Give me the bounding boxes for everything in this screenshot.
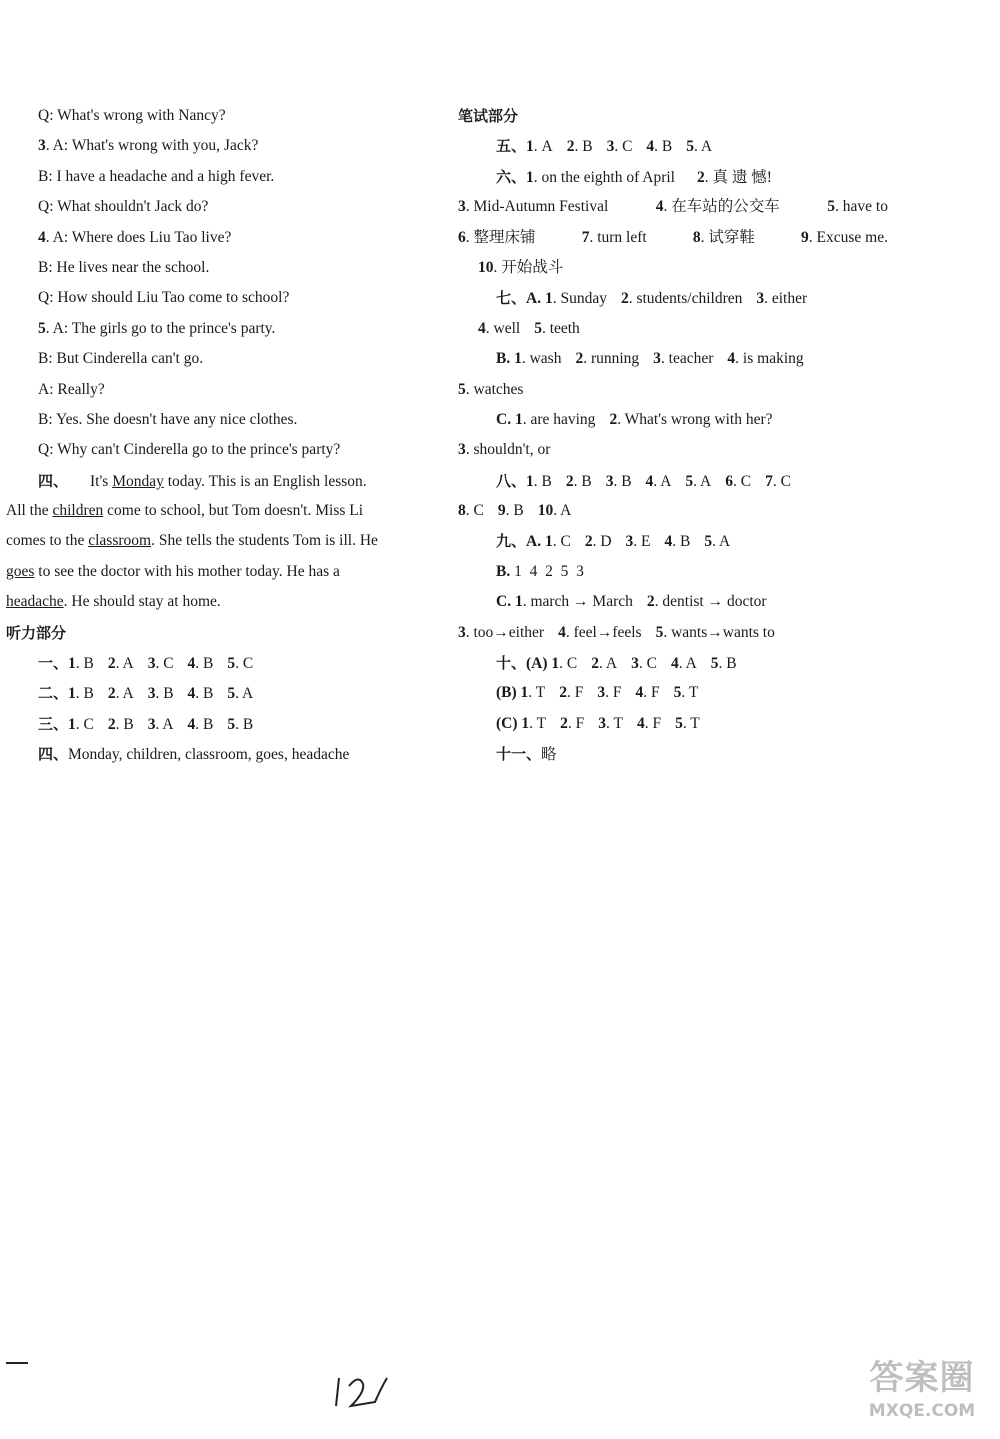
item-number: 5: [675, 714, 683, 732]
item-number: 1: [514, 593, 523, 611]
question-line: Q: What shouldn't Jack do?: [38, 198, 209, 216]
item-number: 5: [710, 655, 719, 673]
handwritten-12-icon: [333, 1372, 393, 1412]
item-number: 1: [544, 290, 553, 308]
item-answer: . is making: [735, 350, 804, 368]
passage-line: goes to see the doctor with his mother today. He has a: [6, 562, 340, 580]
item-answer: . A: [678, 655, 697, 673]
item-answer: . B: [573, 472, 592, 490]
item-answer: . A: [115, 655, 134, 673]
item-answer: . B: [654, 138, 673, 156]
dialogue-line: A: Really?: [38, 380, 105, 398]
answer-row: B. 1. wash 2. running 3. teacher 4. is making: [496, 350, 804, 368]
item-number: 3: [458, 623, 466, 641]
answer-row: 二、1. B 2. A 3. B 4. B 5. A: [38, 684, 254, 703]
item-answer: . B: [533, 472, 552, 490]
item-number: 4: [727, 350, 736, 368]
answer-row: 十、(A) 1. C 2. A 3. C 4. A 5. B: [496, 654, 737, 673]
item-number: 3: [606, 138, 615, 156]
item-number: 10: [537, 502, 554, 520]
answer-row: [458, 435, 888, 465]
item-number: 2: [646, 593, 655, 611]
item-answer: . B: [195, 715, 214, 733]
item-answer: . D: [592, 533, 612, 551]
item-number: 2: [107, 685, 116, 703]
item-answer: . B: [115, 715, 134, 733]
answer-row: B. 1 4 2 5 3: [496, 562, 584, 580]
item-number: 4: [664, 533, 673, 551]
item-answer: . B: [718, 655, 737, 673]
item-number: 5: [673, 684, 682, 702]
item-answer: . T: [528, 684, 546, 702]
filled-blank: children: [52, 502, 104, 520]
item-number: 3: [147, 685, 156, 703]
item-number: 4: [187, 655, 196, 673]
item-number: 2: [565, 472, 574, 490]
item-number: 9: [497, 502, 506, 520]
answer-row: 四、Monday, children, classroom, goes, headache: [38, 745, 350, 764]
item-answer: . B: [195, 685, 214, 703]
item-answer: . F: [567, 684, 584, 702]
dialogue-line: B: He lives near the school.: [38, 258, 210, 276]
filled-blank: goes: [6, 562, 35, 580]
answer-row: C. 1. march → March 2. dentist → doctor: [496, 593, 767, 611]
item-number: 5: [655, 623, 664, 641]
item-answer: . A: [155, 715, 174, 733]
answer-row: 10. 开始战斗: [478, 258, 564, 276]
item-number: 1: [520, 684, 529, 702]
answer-row: 五、1. A 2. B 3. C 4. B 5. A: [496, 137, 713, 156]
answer-row: 六、1. on the eighth of April 2. 真 遗 憾!: [496, 167, 772, 186]
item-answer: . A: [712, 533, 731, 551]
handwritten-page-number: [333, 1372, 393, 1412]
item-answer: . F: [605, 684, 622, 702]
item-answer: . students/children: [628, 290, 743, 308]
item-number: 3: [756, 290, 765, 308]
item-number: 4: [670, 655, 679, 673]
item-answer: . march → March: [522, 593, 633, 611]
item-number: 6: [725, 472, 733, 490]
item-answer: . A: [553, 502, 572, 520]
item-answer: . B: [235, 715, 254, 733]
section-heading: 听力部分: [6, 623, 67, 642]
item-answer: . C: [614, 138, 633, 156]
item-number: 8: [458, 502, 466, 520]
item-answer: . C: [465, 502, 484, 520]
item-number: 7: [765, 472, 773, 490]
dialogue-line: B: But Cinderella can't go.: [38, 350, 204, 368]
item-number: 4: [558, 623, 566, 641]
right-column: [458, 101, 888, 770]
item-number: 5: [685, 472, 694, 490]
item-answer: . too→either: [465, 623, 545, 641]
item-answer: . running: [583, 350, 640, 368]
item-answer: . wants→wants to: [663, 623, 775, 641]
item-answer: . B: [155, 685, 174, 703]
item-number: 4: [636, 714, 645, 732]
item-answer: . T: [605, 714, 623, 732]
item-number: 3: [458, 441, 466, 459]
item-answer: . either: [764, 290, 808, 308]
item-answer: . F: [643, 684, 660, 702]
item-number: 3: [147, 715, 156, 733]
item-answer: . A: [533, 138, 553, 156]
question-line: Q: What's wrong with Nancy?: [38, 107, 226, 124]
answer-row: 九、A. 1. C 2. D 3. E 4. B 5. A: [496, 532, 731, 551]
item-answer: . well: [485, 319, 521, 337]
item-number: 1: [514, 410, 523, 428]
item-answer: . wash: [521, 350, 562, 368]
item-number: 3: [625, 533, 634, 551]
item-answer: . E: [633, 533, 651, 551]
answer-row: 一、1. B 2. A 3. C 4. B 5. C: [38, 654, 254, 673]
answer-row: [458, 618, 888, 648]
item-number: 2: [584, 533, 593, 551]
watermark: [848, 1356, 996, 1436]
item-answer: . teeth: [541, 319, 580, 337]
dialogue-line: 5. A: The girls go to the prince's party.: [38, 319, 276, 337]
item-number: 2: [620, 290, 629, 308]
item-number: 2: [609, 410, 618, 428]
item-number: 3: [631, 655, 639, 673]
item-answer: . A: [599, 655, 618, 673]
answer-row: (C) 1. T 2. F 3. T 4. F 5. T: [496, 714, 700, 732]
item-answer: . C: [559, 655, 578, 673]
item-answer: . feel→feels: [565, 623, 642, 641]
item-number: 2: [591, 655, 600, 673]
item-answer: . T: [681, 684, 699, 702]
item-answer: . are having: [522, 410, 596, 428]
passage-line: comes to the classroom. She tells the students Tom is ill. He: [6, 532, 378, 550]
answer-row: [458, 496, 888, 526]
answer-row: C. 1. are having 2. What's wrong with her?: [496, 410, 773, 428]
item-answer: . C: [155, 655, 174, 673]
item-number: 5: [227, 685, 236, 703]
item-answer: . C: [552, 533, 571, 551]
item-number: 5: [704, 533, 713, 551]
item-number: 4: [187, 715, 196, 733]
question-line: Q: Why can't Cinderella go to the prince's party?: [38, 441, 341, 459]
item-answer: . C: [75, 715, 94, 733]
item-number: 5: [458, 380, 466, 398]
item-answer: . B: [75, 655, 94, 673]
answer-row: [458, 314, 888, 344]
item-answer: . A: [694, 138, 713, 156]
answer-row: 七、A. 1. Sunday 2. students/children 3. either: [496, 289, 808, 308]
item-answer: . A: [653, 472, 672, 490]
item-number: 1: [514, 350, 522, 368]
item-number: 2: [575, 350, 584, 368]
answer-row: 八、1. B 2. B 3. B 4. A 5. A 6. C 7. C: [496, 471, 791, 490]
question-line: Q: How should Liu Tao come to school?: [38, 289, 290, 307]
item-answer: . B: [75, 685, 94, 703]
passage-line: 四、 It's Monday today. This is an English lesson.: [38, 471, 367, 490]
left-column: [6, 101, 428, 770]
item-number: 5: [534, 319, 542, 337]
item-number: 1: [526, 472, 534, 490]
dialogue-line: B: I have a headache and a high fever.: [38, 167, 275, 185]
item-number: 2: [560, 714, 568, 732]
footer-dash: [6, 1362, 28, 1364]
dialogue-line: B: Yes. She doesn't have any nice clothes.: [38, 410, 298, 428]
item-number: 1: [521, 714, 530, 732]
item-number: 4: [646, 138, 655, 156]
item-answer: . teacher: [660, 350, 714, 368]
item-answer: . T: [682, 714, 700, 732]
item-number: 4: [478, 319, 486, 337]
watermark-url: MXQE.COM: [868, 1401, 976, 1421]
item-answer: . B: [613, 472, 632, 490]
item-answer: . shouldn't, or: [465, 441, 551, 459]
answer-row: [458, 375, 888, 405]
item-number: 1: [551, 655, 560, 673]
item-answer: . C: [772, 472, 791, 490]
item-answer: . B: [505, 502, 524, 520]
watermark-logo: 答案圈: [869, 1358, 975, 1398]
item-number: 1: [526, 138, 534, 156]
item-number: 4: [187, 685, 196, 703]
item-answer: . B: [574, 138, 593, 156]
passage-line: headache. He should stay at home.: [6, 593, 221, 611]
passage-line: All the children come to school, but Tom doesn't. Miss Li: [6, 502, 364, 520]
item-number: 2: [107, 715, 116, 733]
item-answer: . dentist → doctor: [654, 593, 767, 611]
item-number: 5: [227, 655, 236, 673]
item-number: 1: [68, 655, 76, 673]
item-answer: . watches: [465, 380, 524, 398]
dialogue-line: 3. A: What's wrong with you, Jack?: [38, 137, 259, 155]
item-number: 4: [645, 472, 654, 490]
item-answer: . A: [235, 685, 254, 703]
item-number: 1: [68, 715, 76, 733]
answer-row: 3. Mid-Autumn Festival 4. 在车站的公交车 5. have to: [458, 198, 888, 216]
item-number: 4: [635, 684, 644, 702]
item-number: 1: [68, 685, 76, 703]
item-number: 3: [605, 472, 614, 490]
item-number: 5: [227, 715, 236, 733]
item-number: 2: [566, 138, 575, 156]
answer-row: 十一、略: [496, 745, 557, 764]
item-answer: . A: [115, 685, 134, 703]
item-number: 3: [653, 350, 661, 368]
answer-row: (B) 1. T 2. F 3. F 4. F 5. T: [496, 684, 699, 702]
item-number: 3: [598, 714, 606, 732]
dialogue-line: 4. A: Where does Liu Tao live?: [38, 228, 232, 246]
item-answer: . F: [567, 714, 585, 732]
item-number: 1: [544, 533, 553, 551]
item-number: 2: [559, 684, 567, 702]
filled-blank: classroom: [88, 532, 152, 550]
filled-blank: headache: [6, 593, 64, 611]
item-answer: . C: [235, 655, 254, 673]
item-answer: . T: [529, 714, 547, 732]
item-answer: . A: [693, 472, 712, 490]
answer-row: 6. 整理床铺 7. turn left 8. 试穿鞋 9. Excuse me.: [458, 228, 888, 246]
item-answer: . What's wrong with her?: [617, 410, 773, 428]
item-number: 5: [686, 138, 694, 156]
item-number: 2: [107, 655, 116, 673]
item-number: 3: [597, 684, 606, 702]
item-answer: . B: [195, 655, 214, 673]
item-number: 3: [147, 655, 156, 673]
item-answer: . B: [672, 533, 691, 551]
item-answer: . F: [644, 714, 662, 732]
section-heading: 笔试部分: [458, 107, 519, 125]
filled-blank: Monday: [112, 472, 164, 490]
item-answer: . C: [732, 472, 752, 490]
item-answer: . Sunday: [552, 290, 607, 308]
item-answer: . C: [638, 655, 657, 673]
answer-row: 三、1. C 2. B 3. A 4. B 5. B: [38, 714, 254, 733]
